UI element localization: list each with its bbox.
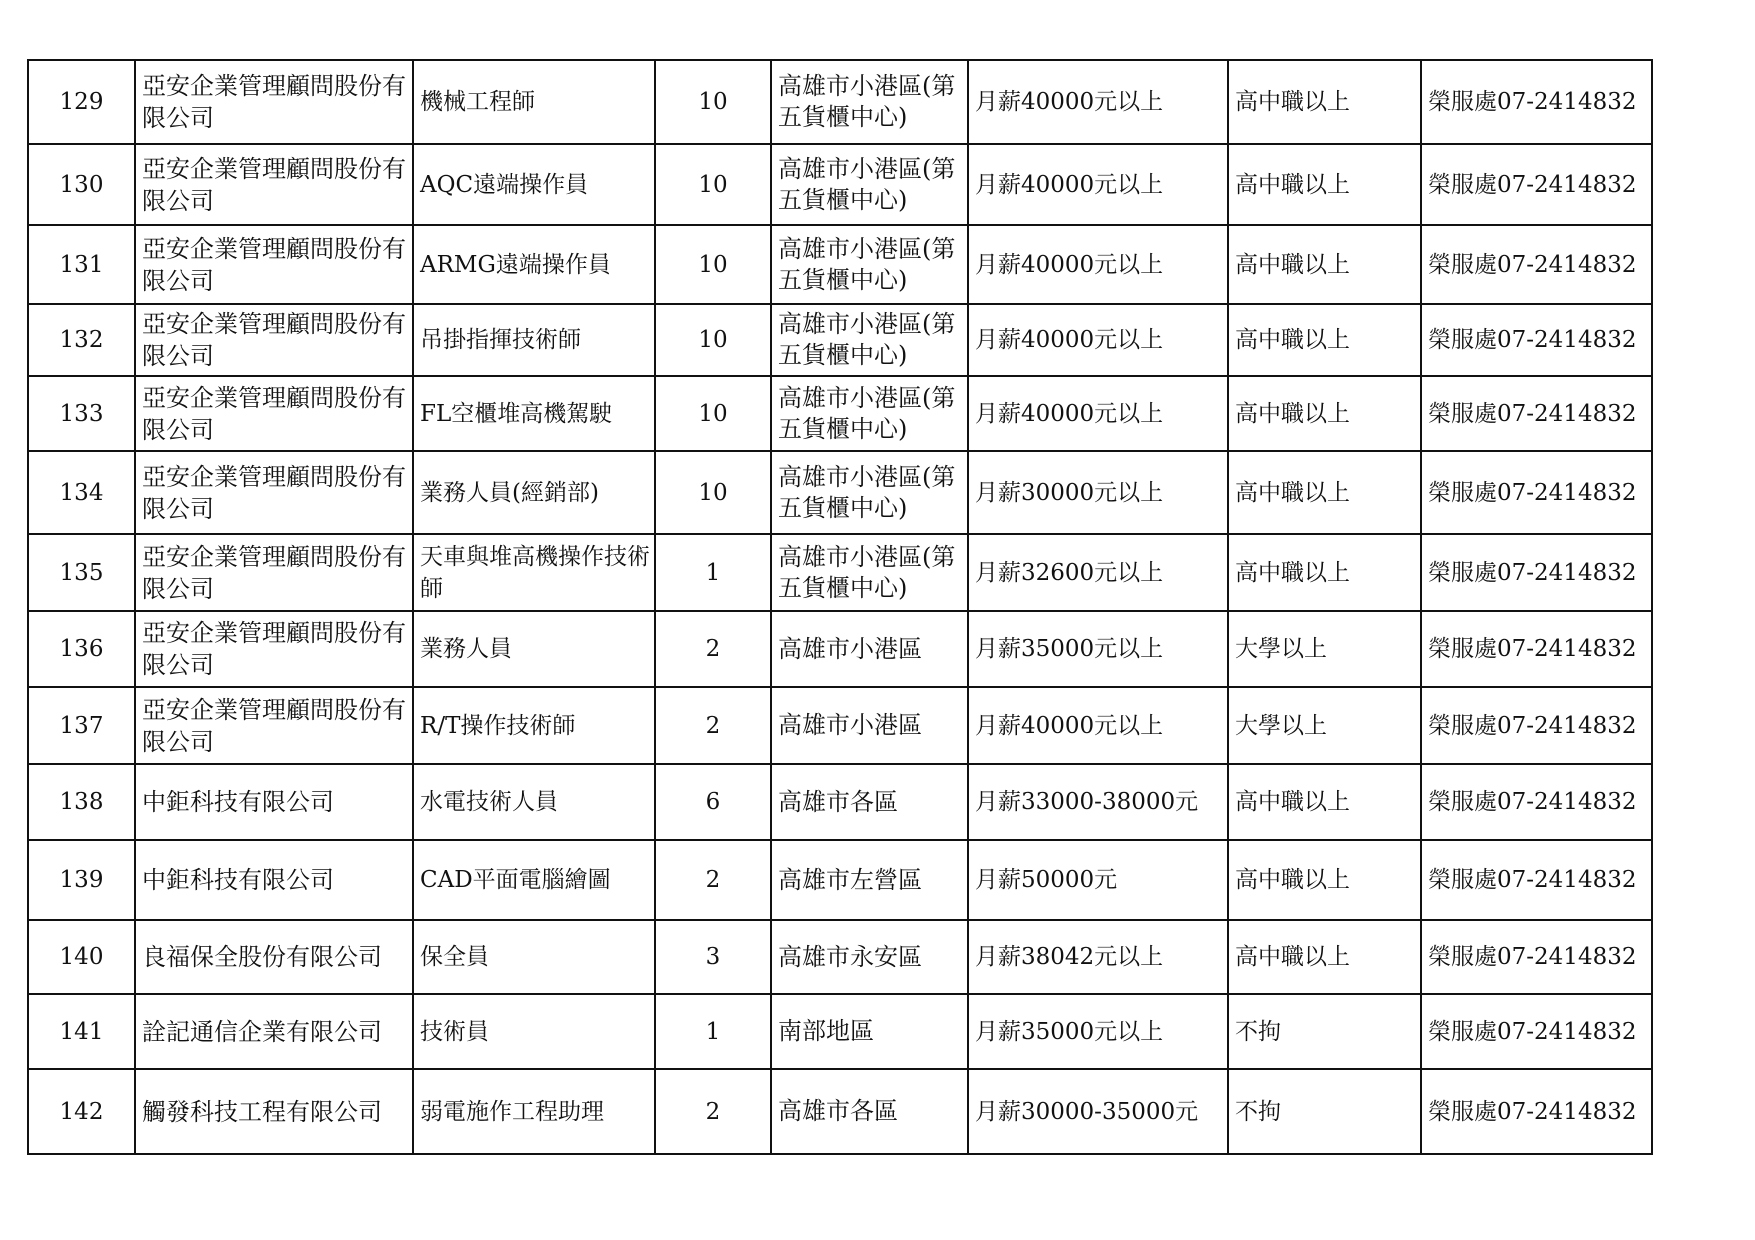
salary: 月薪35000元以上 (968, 994, 1228, 1069)
education-requirement: 大學以上 (1228, 611, 1421, 687)
row-number: 140 (28, 920, 135, 994)
work-location: 南部地區 (771, 994, 968, 1069)
openings-count: 10 (655, 451, 771, 534)
job-title: AQC遠端操作員 (413, 144, 655, 225)
table-row (28, 840, 1652, 920)
table-row (28, 764, 1652, 840)
education-requirement: 高中職以上 (1228, 840, 1421, 920)
job-title: 技術員 (413, 994, 655, 1069)
contact-info: 榮服處07-2414832 (1421, 451, 1652, 534)
table-row (28, 920, 1652, 994)
salary: 月薪35000元以上 (968, 611, 1228, 687)
row-number: 138 (28, 764, 135, 840)
job-title: 保全員 (413, 920, 655, 994)
job-title: 弱電施作工程助理 (413, 1069, 655, 1154)
row-number: 131 (28, 225, 135, 304)
company-name: 亞安企業管理顧問股份有限公司 (135, 611, 413, 687)
table-row (28, 994, 1652, 1069)
contact-info: 榮服處07-2414832 (1421, 534, 1652, 611)
work-location: 高雄市小港區(第五貨櫃中心) (771, 376, 968, 451)
salary: 月薪40000元以上 (968, 304, 1228, 376)
table-row (28, 611, 1652, 687)
salary: 月薪38042元以上 (968, 920, 1228, 994)
contact-info: 榮服處07-2414832 (1421, 611, 1652, 687)
education-requirement: 高中職以上 (1228, 225, 1421, 304)
openings-count: 2 (655, 687, 771, 764)
work-location: 高雄市小港區(第五貨櫃中心) (771, 144, 968, 225)
contact-info: 榮服處07-2414832 (1421, 144, 1652, 225)
openings-count: 10 (655, 60, 771, 144)
contact-info: 榮服處07-2414832 (1421, 1069, 1652, 1154)
table-row (28, 60, 1652, 144)
row-number: 132 (28, 304, 135, 376)
work-location: 高雄市小港區 (771, 687, 968, 764)
openings-count: 1 (655, 994, 771, 1069)
work-location: 高雄市小港區(第五貨櫃中心) (771, 225, 968, 304)
work-location: 高雄市小港區(第五貨櫃中心) (771, 60, 968, 144)
row-number: 139 (28, 840, 135, 920)
education-requirement: 高中職以上 (1228, 764, 1421, 840)
work-location: 高雄市永安區 (771, 920, 968, 994)
work-location: 高雄市左營區 (771, 840, 968, 920)
job-listings-table (27, 59, 1653, 1155)
row-number: 142 (28, 1069, 135, 1154)
job-title: R/T操作技術師 (413, 687, 655, 764)
education-requirement: 不拘 (1228, 1069, 1421, 1154)
work-location: 高雄市小港區 (771, 611, 968, 687)
openings-count: 2 (655, 1069, 771, 1154)
company-name: 良福保全股份有限公司 (135, 920, 413, 994)
openings-count: 2 (655, 840, 771, 920)
company-name: 亞安企業管理顧問股份有限公司 (135, 144, 413, 225)
table-row (28, 451, 1652, 534)
salary: 月薪40000元以上 (968, 225, 1228, 304)
job-title: 水電技術人員 (413, 764, 655, 840)
contact-info: 榮服處07-2414832 (1421, 840, 1652, 920)
company-name: 亞安企業管理顧問股份有限公司 (135, 687, 413, 764)
education-requirement: 高中職以上 (1228, 376, 1421, 451)
salary: 月薪33000-38000元 (968, 764, 1228, 840)
table-row (28, 687, 1652, 764)
education-requirement: 不拘 (1228, 994, 1421, 1069)
salary: 月薪40000元以上 (968, 60, 1228, 144)
job-listings-body (28, 60, 1652, 1154)
job-title: 業務人員 (413, 611, 655, 687)
education-requirement: 高中職以上 (1228, 144, 1421, 225)
row-number: 133 (28, 376, 135, 451)
job-title: 吊掛指揮技術師 (413, 304, 655, 376)
row-number: 134 (28, 451, 135, 534)
education-requirement: 高中職以上 (1228, 920, 1421, 994)
job-title: FL空櫃堆高機駕駛 (413, 376, 655, 451)
contact-info: 榮服處07-2414832 (1421, 60, 1652, 144)
contact-info: 榮服處07-2414832 (1421, 304, 1652, 376)
openings-count: 3 (655, 920, 771, 994)
openings-count: 10 (655, 144, 771, 225)
table-row (28, 376, 1652, 451)
table-row (28, 144, 1652, 225)
openings-count: 6 (655, 764, 771, 840)
salary: 月薪32600元以上 (968, 534, 1228, 611)
work-location: 高雄市小港區(第五貨櫃中心) (771, 304, 968, 376)
contact-info: 榮服處07-2414832 (1421, 225, 1652, 304)
education-requirement: 高中職以上 (1228, 60, 1421, 144)
salary: 月薪40000元以上 (968, 376, 1228, 451)
salary: 月薪50000元 (968, 840, 1228, 920)
salary: 月薪30000-35000元 (968, 1069, 1228, 1154)
work-location: 高雄市小港區(第五貨櫃中心) (771, 534, 968, 611)
education-requirement: 高中職以上 (1228, 304, 1421, 376)
row-number: 130 (28, 144, 135, 225)
company-name: 亞安企業管理顧問股份有限公司 (135, 376, 413, 451)
salary: 月薪40000元以上 (968, 144, 1228, 225)
work-location: 高雄市各區 (771, 1069, 968, 1154)
education-requirement: 高中職以上 (1228, 534, 1421, 611)
openings-count: 2 (655, 611, 771, 687)
company-name: 亞安企業管理顧問股份有限公司 (135, 451, 413, 534)
job-title: 業務人員(經銷部) (413, 451, 655, 534)
company-name: 觸發科技工程有限公司 (135, 1069, 413, 1154)
table-row (28, 225, 1652, 304)
company-name: 詮記通信企業有限公司 (135, 994, 413, 1069)
row-number: 136 (28, 611, 135, 687)
table-row (28, 534, 1652, 611)
salary: 月薪40000元以上 (968, 687, 1228, 764)
education-requirement: 高中職以上 (1228, 451, 1421, 534)
openings-count: 10 (655, 304, 771, 376)
job-title: 機械工程師 (413, 60, 655, 144)
row-number: 137 (28, 687, 135, 764)
row-number: 129 (28, 60, 135, 144)
openings-count: 10 (655, 225, 771, 304)
contact-info: 榮服處07-2414832 (1421, 920, 1652, 994)
education-requirement: 大學以上 (1228, 687, 1421, 764)
company-name: 亞安企業管理顧問股份有限公司 (135, 60, 413, 144)
work-location: 高雄市小港區(第五貨櫃中心) (771, 451, 968, 534)
job-title: CAD平面電腦繪圖 (413, 840, 655, 920)
contact-info: 榮服處07-2414832 (1421, 994, 1652, 1069)
company-name: 亞安企業管理顧問股份有限公司 (135, 304, 413, 376)
contact-info: 榮服處07-2414832 (1421, 764, 1652, 840)
openings-count: 10 (655, 376, 771, 451)
job-title: 天車與堆高機操作技術師 (413, 534, 655, 611)
contact-info: 榮服處07-2414832 (1421, 376, 1652, 451)
company-name: 中鉅科技有限公司 (135, 840, 413, 920)
openings-count: 1 (655, 534, 771, 611)
row-number: 135 (28, 534, 135, 611)
row-number: 141 (28, 994, 135, 1069)
work-location: 高雄市各區 (771, 764, 968, 840)
job-title: ARMG遠端操作員 (413, 225, 655, 304)
table-row (28, 1069, 1652, 1154)
company-name: 中鉅科技有限公司 (135, 764, 413, 840)
company-name: 亞安企業管理顧問股份有限公司 (135, 225, 413, 304)
company-name: 亞安企業管理顧問股份有限公司 (135, 534, 413, 611)
table-row (28, 304, 1652, 376)
salary: 月薪30000元以上 (968, 451, 1228, 534)
contact-info: 榮服處07-2414832 (1421, 687, 1652, 764)
